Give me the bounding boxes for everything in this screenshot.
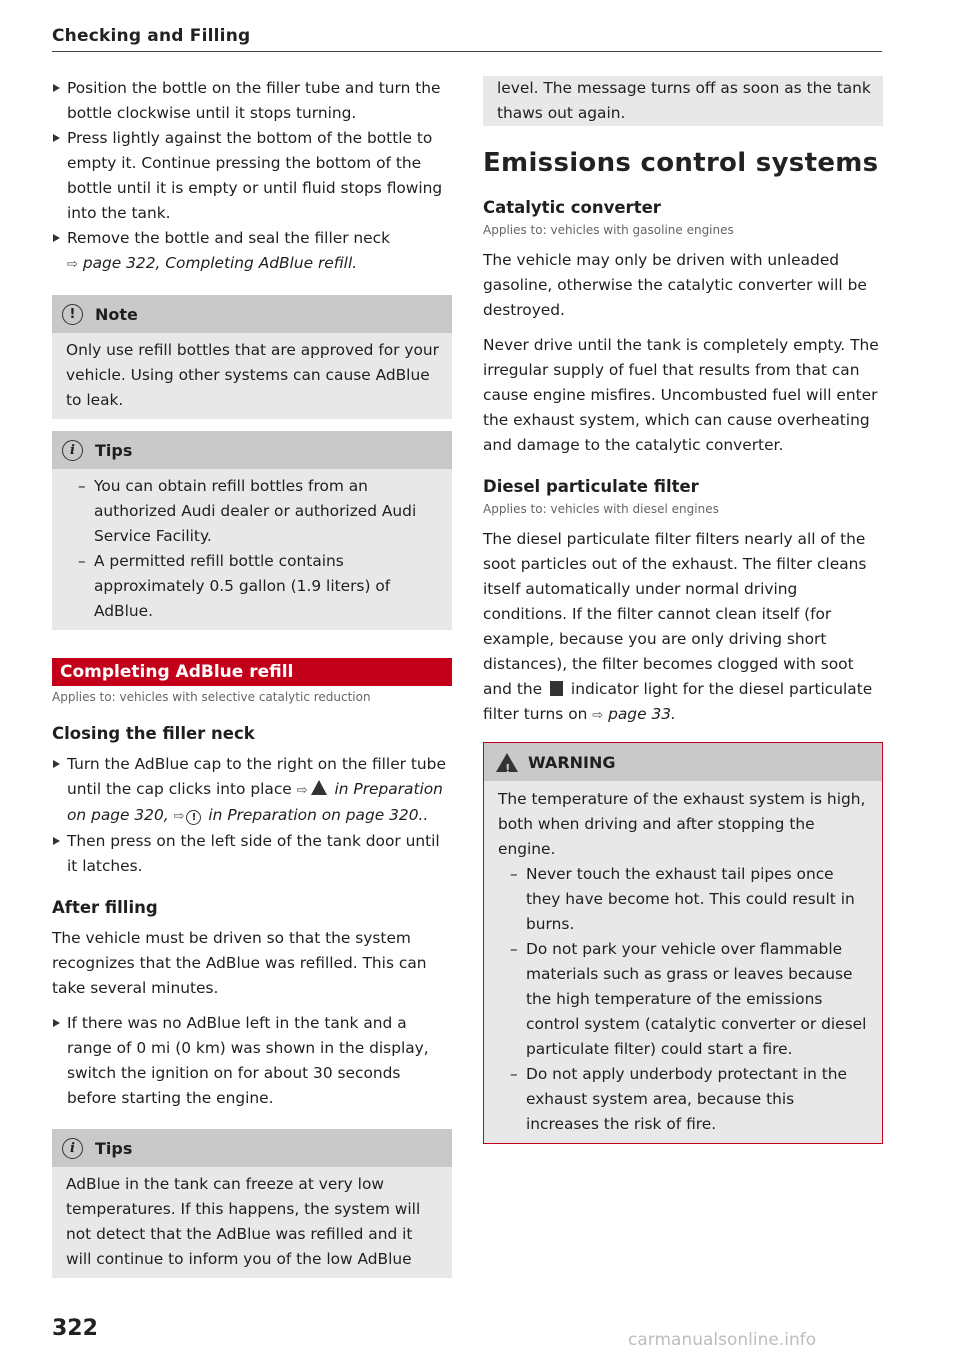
warning-box <box>483 742 883 1144</box>
page-ref-arrow-icon: ⇨ <box>592 708 604 723</box>
note-body: Only use refill bottles that are approved for your vehicle. Using other systems can cause AdBlue to leak. <box>66 341 439 409</box>
exclamation-circle-icon: ! <box>62 304 83 325</box>
diesel-applies-to: Applies to: vehicles with diesel engines <box>483 502 719 516</box>
step-press-tank-door: Then press on the left side of the tank door until it latches. <box>52 829 452 879</box>
particulate-filter-indicator-icon <box>550 681 563 696</box>
warning-intro: The temperature of the exhaust system is high, both when driving and after stopping the engine. <box>498 790 866 858</box>
right-column <box>483 76 883 1144</box>
tips-item: – A permitted refill bottle contains approximately 0.5 gallon (1.9 liters) of AdBlue. <box>78 552 391 620</box>
step-turn-cap: Turn the AdBlue cap to the right on the filler tube until the cap clicks into place ⇨ in Preparation on page 320, ⇨ ! in Preparation on page 320.. <box>52 752 452 829</box>
section-applies-to: Applies to: vehicles with selective catalytic reduction <box>52 690 371 704</box>
cross-reference-link[interactable]: in Preparation on page 320.. <box>208 806 429 824</box>
tips-box-2 <box>52 1129 452 1278</box>
page-ref-arrow-icon: ⇨ <box>296 783 308 798</box>
diesel-paragraph: The diesel particulate filter filters nearly all of the soot particles out of the exhaust. The filter cleans itself automatically under normal driving conditions. If the filter cannot clean itself (for example, because you are only driving short distances), the filter becomes clogged with soot and the indicator light for the diesel particulate filter turns on ⇨ page 33. <box>483 530 873 723</box>
after-filling-heading: After filling <box>52 898 158 917</box>
tips-item: – You can obtain refill bottles from an authorized Audi dealer or authorized Audi Service Facility. <box>78 477 417 545</box>
info-circle-icon: i <box>62 1138 83 1159</box>
step-position-bottle: Position the bottle on the filler tube and turn the bottle clockwise until it stops turning. <box>52 76 452 126</box>
catalytic-paragraph-2: Never drive until the tank is completely empty. The irregular supply of fuel that results from that can cause engine misfires. Uncombusted fuel will enter the exhaust system, which can cause overheating and damage to the catalytic converter. <box>483 336 879 454</box>
emissions-heading: Emissions control systems <box>483 148 879 178</box>
warning-body <box>484 781 882 1143</box>
closing-filler-heading: Closing the filler neck <box>52 724 255 743</box>
cross-reference-link[interactable]: page 33. <box>608 705 676 723</box>
tips-continued: level. The message turns off as soon as the tank thaws out again. <box>483 76 883 126</box>
warning-item: – Do not park your vehicle over flammable materials such as grass or leaves because the high temperature of the emissions control system (catalytic converter or diesel particulate filter) could start a fire. <box>510 940 867 1058</box>
tips-title: Tips <box>95 440 133 460</box>
exclamation-circle-icon: ! <box>186 810 201 825</box>
catalytic-applies-to: Applies to: vehicles with gasoline engines <box>483 223 734 237</box>
step-remove-bottle <box>52 226 452 277</box>
catalytic-heading: Catalytic converter <box>483 198 661 217</box>
page-ref-arrow-icon: ⇨ <box>67 257 78 272</box>
diesel-heading: Diesel particulate filter <box>483 477 699 496</box>
left-column <box>52 76 452 1278</box>
header-divider <box>52 51 882 52</box>
catalytic-paragraph-1: The vehicle may only be driven with unleaded gasoline, otherwise the catalytic converter will be destroyed. <box>483 251 867 319</box>
watermark: carmanualsonline.info <box>628 1330 817 1350</box>
step-remove-text: Remove the bottle and seal the filler neck <box>67 229 391 247</box>
step-press-bottle: Press lightly against the bottom of the bottle to empty it. Continue pressing the bottom of the bottle until it is empty or until fluid stops flowing into the tank. <box>52 126 452 226</box>
page-header-title: Checking and Filling <box>52 26 251 46</box>
warning-triangle-icon <box>496 753 518 772</box>
tips-title-2: Tips <box>95 1138 133 1158</box>
warning-header <box>484 743 882 781</box>
after-filling-paragraph: The vehicle must be driven so that the system recognizes that the AdBlue was refilled. This can take several minutes. <box>52 929 427 997</box>
note-header <box>52 295 452 333</box>
warning-title: WARNING <box>528 752 616 772</box>
warning-item: – Never touch the exhaust tail pipes once they have become hot. This could result in burns. <box>510 865 855 933</box>
warning-triangle-icon <box>311 780 327 795</box>
tips-body-2: AdBlue in the tank can freeze at very low temperatures. If this happens, the system will not detect that the AdBlue was refilled and it will continue to inform you of the low AdBlue <box>66 1175 421 1268</box>
cross-reference-link[interactable]: in Preparation on page 320, <box>67 780 443 824</box>
tips-body <box>52 469 452 630</box>
step-ignition: If there was no AdBlue left in the tank and a range of 0 mi (0 km) was shown in the display, switch the ignition on for about 30 seconds before starting the engine. <box>52 1011 452 1111</box>
note-title: Note <box>95 304 138 324</box>
page-number: 322 <box>52 1316 98 1341</box>
page-ref-arrow-icon: ⇨ <box>173 809 185 824</box>
tips-box <box>52 431 452 630</box>
tips-header <box>52 431 452 469</box>
section-title-bar: Completing AdBlue refill <box>52 658 452 686</box>
note-box <box>52 295 452 419</box>
info-circle-icon: i <box>62 440 83 461</box>
warning-item: – Do not apply underbody protectant in the exhaust system area, because this increases the risk of fire. <box>510 1065 848 1133</box>
cross-reference-link[interactable]: page 322, Completing AdBlue refill. <box>82 254 358 272</box>
tips-header-2 <box>52 1129 452 1167</box>
